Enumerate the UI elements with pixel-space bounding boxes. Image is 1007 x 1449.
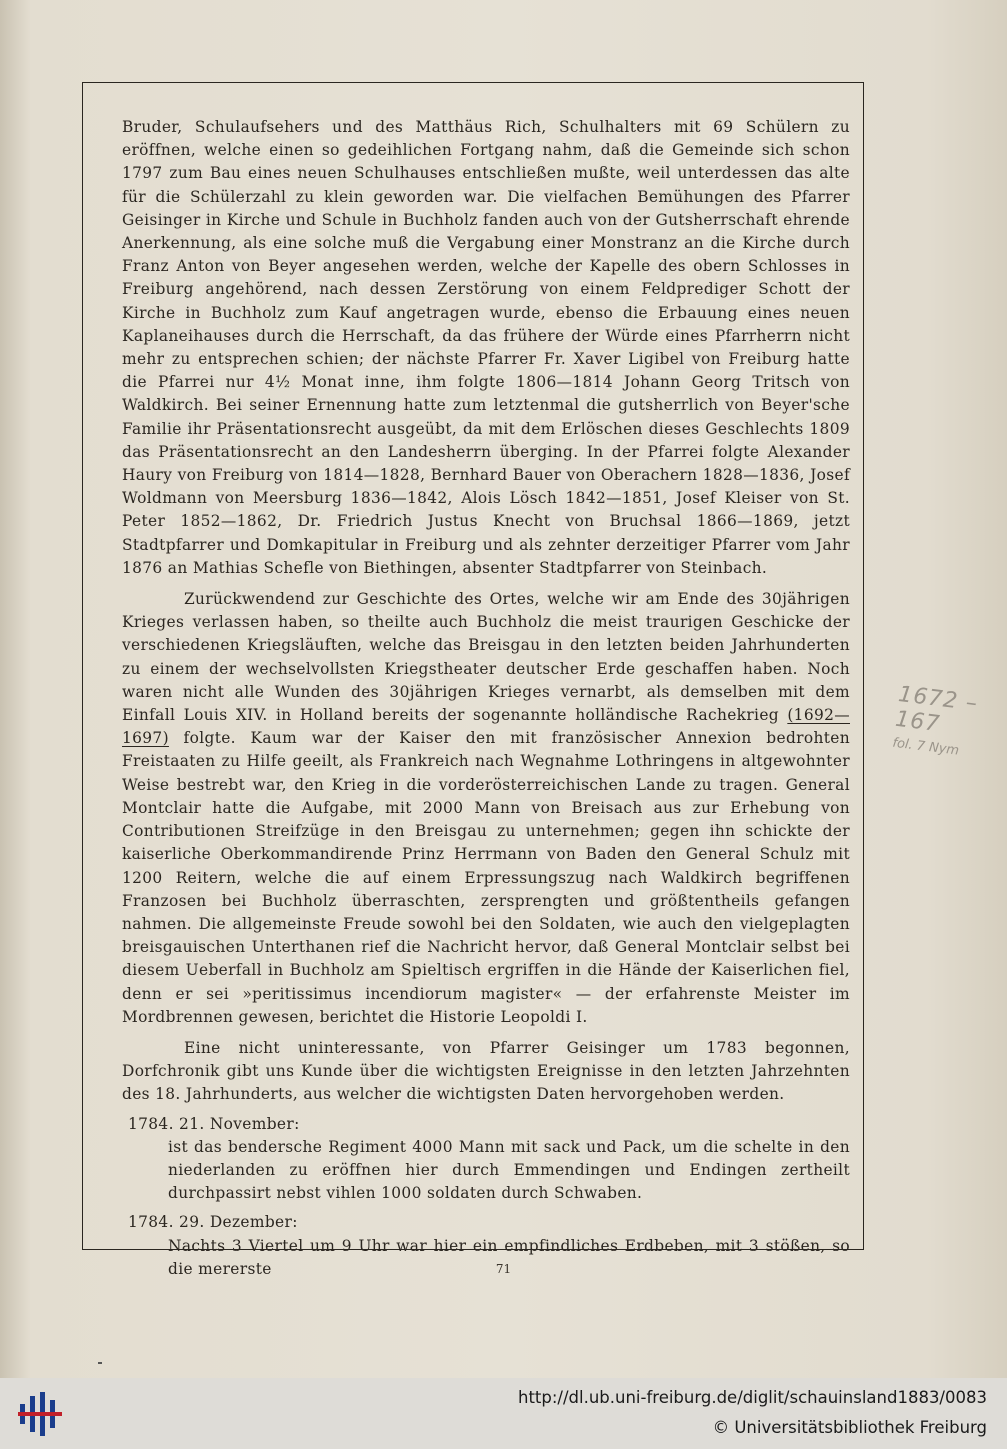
paragraph-2 bbox=[122, 588, 850, 1029]
chronicle-entry-text: ist das bendersche Regiment 4000 Mann mit sack und Pack, um die schelte in den niederlanden zu eröffnen hier durch Emmendingen und Endingen zertheilt durchpassirt nebst vihlen 1000 soldaten durch Schwaben. bbox=[168, 1137, 850, 1203]
paragraph-3: Eine nicht uninteressante, von Pfarrer Geisinger um 1783 begonnen, Dorfchronik gibt uns Kunde über die wichtigsten Ereignisse in den letzten Jahrzehnten des 18. Jahrhunderts, aus welcher die wichtigsten Daten hervorgehoben werden. bbox=[122, 1038, 850, 1104]
chronicle-entry-date: 1784. 21. November: bbox=[128, 1114, 300, 1133]
source-url-link[interactable]: http://dl.ub.uni-freiburg.de/diglit/schauinsland1883/0083 bbox=[517, 1388, 987, 1407]
main-text bbox=[122, 116, 850, 1281]
margin-note-line: fol. 7 Nym bbox=[891, 735, 960, 759]
paragraph-2-underlined: (1692—1697) bbox=[122, 706, 850, 748]
copyright-text: © Universitätsbibliothek Freiburg bbox=[712, 1418, 987, 1437]
chronicle-entry-date: 1784. 29. Dezember: bbox=[128, 1213, 298, 1232]
paragraph-2-after: folgte. Kaum war der Kaiser den mit französischer Annexion bedrohten Freistaaten zu Hilfe geeilt, als Frankreich nach Wegnahme Lothringens in altgewohnter Weise bestrebt war, den Krieg in die vorderösterreichischen Lande zu tragen. General Montclair hatte die Aufgabe, mit 2000 Mann von Breisach aus zur Erhebung von Contributionen Streifzüge in den Breisgau zu unternehmen; gegen ihn schickte der kaiserliche Oberkommandirende Prinz Herrmann von Baden den General Schulz mit 1200 Reitern, welche die auf einem Erpressungszug nach Waldkirch begriffenen Franzosen bei Buchholz überraschten, zersprengten und größtentheils gefangen nahmen. Die allgemeinste Freude sowohl bei den Soldaten, wie auch den vielgeplagten breisgauischen Unterthanen rief die Nachricht hervor, daß General Montclair selbst bei diesem Ueberfall in Buchholz am Spieltisch ergriffen in die Hände der Kaiserlichen fiel, denn er sei »peritissimus incendiorum magister« — der erfahrenste Meister im Mordbrennen gewesen, berichtet die Historie Leopoldi I. bbox=[122, 729, 850, 1026]
paragraph-1: Bruder, Schulaufsehers und des Matthäus Rich, Schulhalters mit 69 Schülern zu eröffnen, welche einen so gedeihlichen Fortgang nahm, daß die Gemeinde sich schon 1797 zum Bau eines neuen Schulhauses entschließen mußte, weil unterdessen das alte für die Schülerzahl zu klein geworden war. Die vielfachen Bemühungen des Pfarrer Geisinger in Kirche und Schule in Buchholz fanden auch von der Gutsherrschaft ehrende Anerkennung, als eine solche muß die Vergabung einer Monstranz an die Kirche durch Franz Anton von Beyer angesehen werden, welche der Kapelle des obern Schlosses in Freiburg angehörend, nach dessen Zerstörung von einem Feldprediger Schott der Kirche in Buchholz zum Kauf angetragen wurde, ebenso die Erbauung eines neuen Kaplaneihauses durch die Herrschaft, da das frühere der Würde eines Pfarrherrn nicht mehr zu entsprechen schien; der nächste Pfarrer Fr. Xaver Ligibel von Freiburg hatte die Pfarrei nur 4½ Monat inne, ihm folgte 1806—1814 Johann Georg Tritsch von Waldkirch. Bei seiner Ernennung hatte zum letztenmal die gutsherrlich von Beyer'sche Familie ihr Präsentationsrecht ausgeübt, da mit dem Erlöschen dieses Geschlechts 1809 das Präsentationsrecht an den Landesherrn überging. In der Pfarrei folgte Alexander Haury von Freiburg von 1814—1828, Bernhard Bauer von Oberachern 1828—1836, Josef Woldmann von Meersburg 1836—1842, Alois Lösch 1842—1851, Josef Kleiser von St. Peter 1852—1862, Dr. Friedrich Justus Knecht von Bruchsal 1866—1869, jetzt Stadtpfarrer und Domkapitular in Freiburg und als zehnter derzeitiger Pfarrer vom Jahr 1876 an Mathias Schefle von Biethingen, absenter Stadtpfarrer von Steinbach. bbox=[122, 118, 850, 577]
page-number: 71 bbox=[495, 1262, 512, 1276]
chronicle-entry-text: Nachts 3 Viertel um 9 Uhr war hier ein empfindliches Erdbeben, mit 3 stößen, so die mererste bbox=[168, 1236, 850, 1278]
scan-mark bbox=[98, 1362, 102, 1364]
handwritten-margin-note bbox=[892, 682, 1007, 764]
margin-note-line: 1672 – 167 bbox=[893, 682, 980, 738]
footer-bar bbox=[0, 1378, 1007, 1449]
ub-freiburg-logo-icon[interactable] bbox=[18, 1392, 62, 1436]
paragraph-2-before: Zurückwendend zur Geschichte des Ortes, welche wir am Ende des 30jährigen Krieges verlassen haben, so theilte auch Buchholz die meist traurigen Geschicke der verschiedenen Kriegsläuften, welche das Breisgau in den letzten beiden Jahrhunderten zu einem der wechselvollsten Kriegstheater deutscher Erde geschaffen haben. Noch waren nicht alle Wunden des 30jährigen Krieges vernarbt, als demselben mit dem Einfall Louis XIV. in Holland bereits der sogenannte holländische Rachekrieg bbox=[122, 590, 850, 725]
